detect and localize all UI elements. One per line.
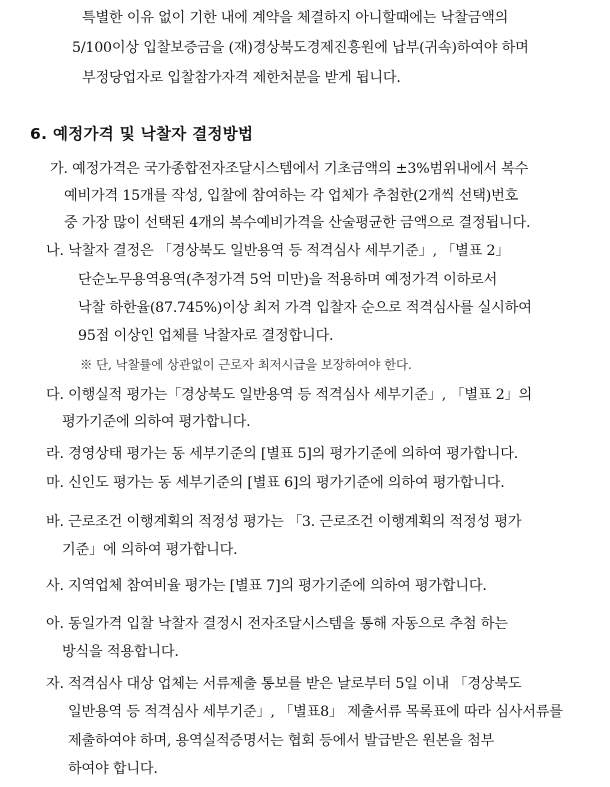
intro-line-1: 특별한 이유 없이 기한 내에 계약을 체결하지 아니할때에는 낙찰금액의 [82,10,509,26]
item-ja-line-2: 일반용역 등 적격심사 세부기준」, 「별표8」 제출서류 목록표에 따라 심사서류를 [68,704,563,720]
intro-line-3: 부정당업자로 입찰참가자격 제한처분을 받게 됩니다. [82,70,401,86]
item-ma-line-1: 마. 신인도 평가는 동 세부기준의 [별표 6]의 평가기준에 의하여 평가합니다. [46,475,505,491]
item-ba-line-2: 기준」에 의하여 평가합니다. [62,542,238,558]
item-na-line-3: 낙찰 하한율(87.745%)이상 최저 가격 입찰자 순으로 적격심사를 실시하여 [78,300,532,316]
item-a-line-2: 방식을 적용합니다. [62,644,179,660]
item-na-line-4: 95점 이상인 업체를 낙찰자로 결정합니다. [78,328,334,344]
intro-line-2: 5/100이상 입찰보증금을 (재)경상북도경제진흥원에 납부(귀속)하여야 하며 [72,40,529,56]
item-na-line-2: 단순노무용역용역(추정가격 5억 미만)을 적용하며 예정가격 이하로서 [78,272,498,288]
item-ra-line-1: 라. 경영상태 평가는 동 세부기준의 [별표 5]의 평가기준에 의하여 평가합니다. [46,446,519,462]
item-sa-line-1: 사. 지역업체 참여비율 평가는 [별표 7]의 평가기준에 의하여 평가합니다. [46,578,487,594]
item-na-note: ※ 단, 낙찰률에 상관없이 근로자 최저시급을 보장하여야 한다. [80,357,412,372]
item-ja-line-4: 하여야 합니다. [68,761,158,777]
item-ja-line-1: 자. 적격심사 대상 업체는 서류제출 통보를 받은 날로부터 5일 이내 「경상북도 [46,676,522,692]
item-ga-line-2: 예비가격 15개를 작성, 입찰에 참여하는 각 업체가 추첨한(2개씩 선택)번호 [64,188,519,204]
item-na-line-1: 나. 낙찰자 결정은 「경상북도 일반용역 등 적격심사 세부기준」, 「별표 2」 [46,243,510,259]
item-da-line-2: 평가기준에 의하여 평가합니다. [62,414,251,430]
item-ga-line-1: 가. 예정가격은 국가종합전자조달시스템에서 기초금액의 ±3%범위내에서 복수 [50,161,529,177]
item-ga-line-3: 중 가장 많이 선택된 4개의 복수예비가격을 산술평균한 금액으로 결정됩니다. [64,215,531,231]
item-ba-line-1: 바. 근로조건 이행계획의 적정성 평가는 「3. 근로조건 이행계획의 적정성 평가 [46,514,522,530]
item-da-line-1: 다. 이행실적 평가는「경상북도 일반용역 등 적격심사 세부기준」, 「별표 2」의 [46,387,533,403]
item-ja-line-3: 제출하여야 하며, 용역실적증명서는 협회 등에서 발급받은 원본을 첨부 [68,733,495,749]
section-6-heading: 6. 예정가격 및 낙찰자 결정방법 [30,125,254,143]
item-a-line-1: 아. 동일가격 입찰 낙찰자 결정시 전자조달시스템을 통해 자동으로 추첨 하는 [46,616,508,632]
